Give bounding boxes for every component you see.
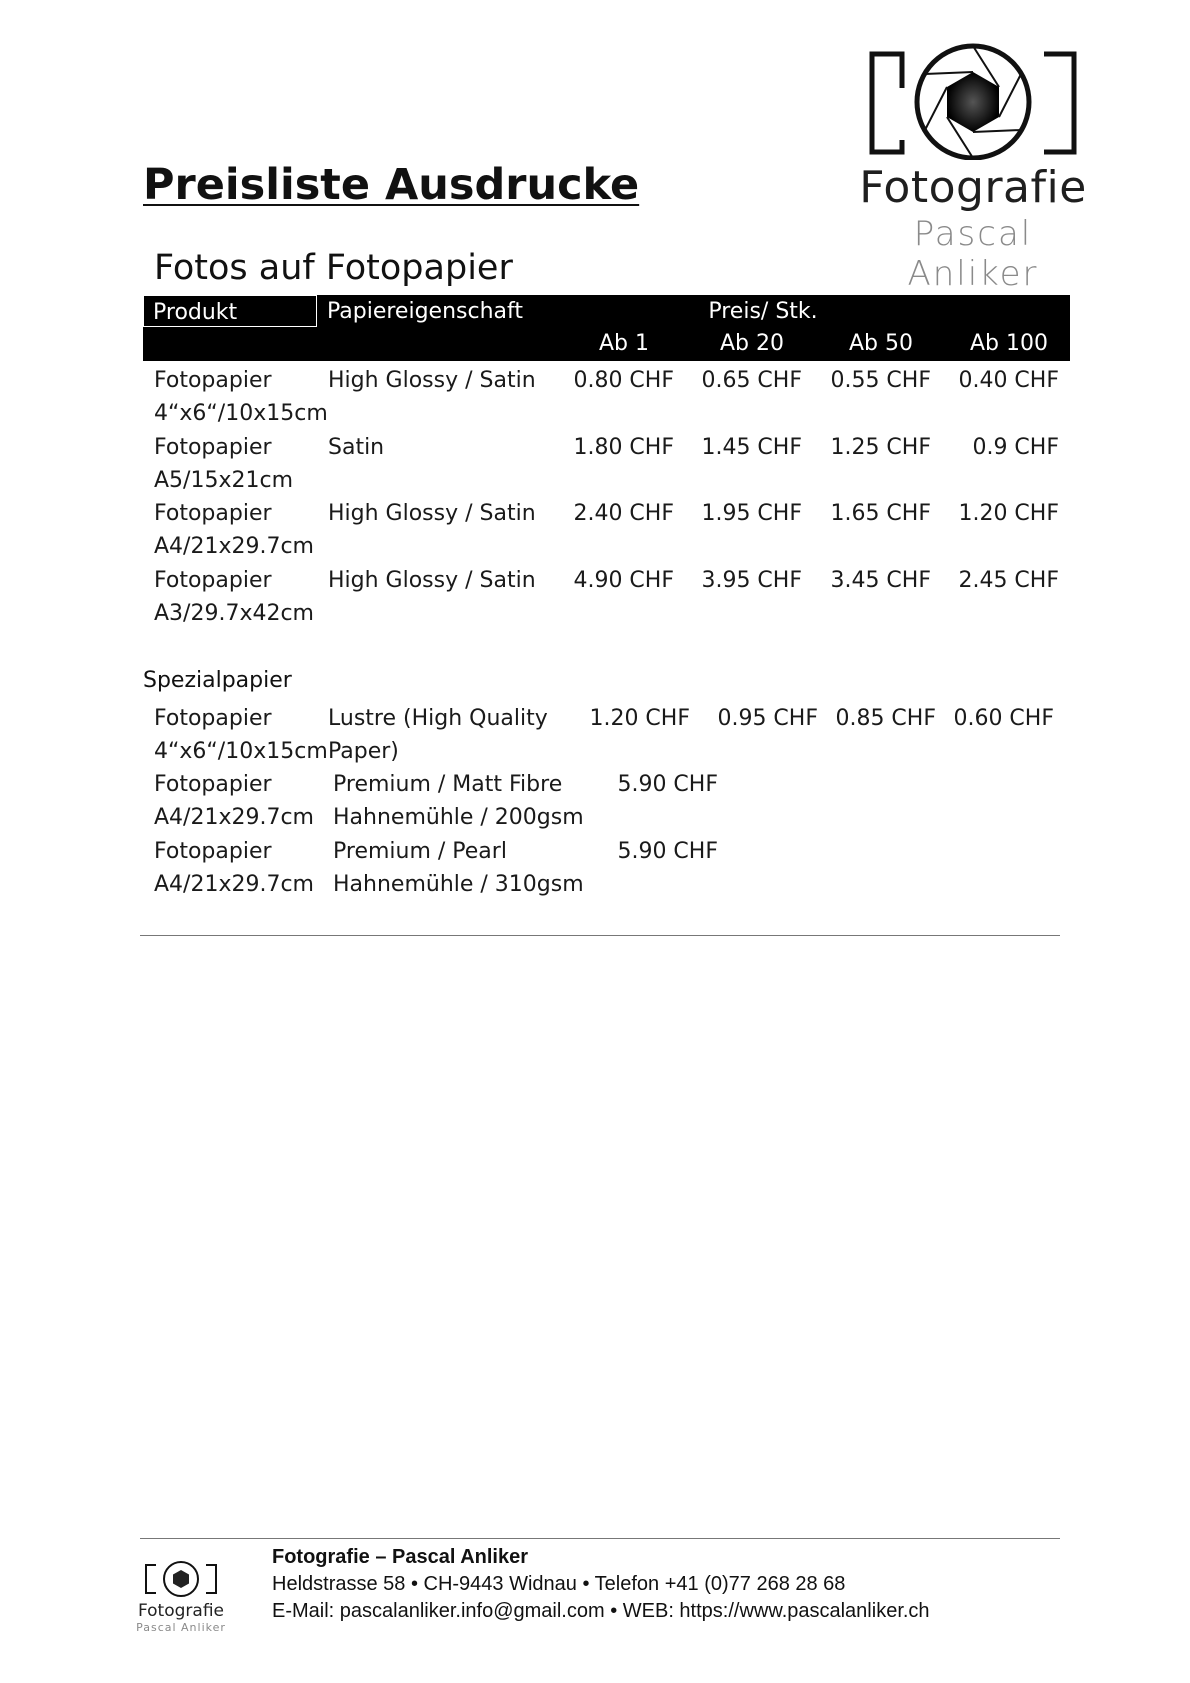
price-cell: 0.80 CHF bbox=[573, 368, 674, 393]
header-papiereigenschaft: Papiereigenschaft bbox=[327, 299, 523, 324]
product-size: A4/21x29.7cm bbox=[154, 805, 314, 830]
special-section-title: Spezialpapier bbox=[143, 668, 292, 693]
header-tier: Ab 100 bbox=[970, 331, 1048, 356]
page-title: Preisliste Ausdrucke bbox=[143, 160, 640, 210]
product-name: Fotopapier bbox=[154, 706, 272, 731]
footer-contact: E-Mail: pascalanliker.info@gmail.com • WEB: https://www.pascalanliker.ch bbox=[272, 1600, 930, 1622]
price-cell: 4.90 CHF bbox=[573, 568, 674, 593]
header-tier: Ab 50 bbox=[848, 331, 913, 356]
product-name: Fotopapier bbox=[154, 368, 272, 393]
price-cell: 0.55 CHF bbox=[830, 368, 931, 393]
price-cell: 3.95 CHF bbox=[701, 568, 802, 593]
camera-aperture-icon bbox=[868, 40, 1078, 160]
footer-logo-subtitle: Pascal Anliker bbox=[136, 1621, 226, 1634]
brand-logo bbox=[848, 40, 1098, 294]
price-cell: 0.65 CHF bbox=[701, 368, 802, 393]
footer-company: Fotografie – Pascal Anliker bbox=[272, 1546, 529, 1568]
header-preis: Preis/ Stk. bbox=[708, 299, 818, 324]
price-cell: 0.95 CHF bbox=[717, 706, 818, 731]
product-name: Fotopapier bbox=[154, 435, 272, 460]
section-title: Fotos auf Fotopapier bbox=[154, 248, 513, 288]
paper-property: Lustre (High Quality bbox=[328, 706, 548, 731]
brand-title: Fotografie bbox=[859, 162, 1087, 213]
product-size: A4/21x29.7cm bbox=[154, 872, 314, 897]
price-cell: 5.90 CHF bbox=[617, 772, 718, 797]
product-name: Fotopapier bbox=[154, 772, 272, 797]
header-tier: Ab 1 bbox=[598, 331, 649, 356]
price-cell: 0.40 CHF bbox=[958, 368, 1059, 393]
footer-divider bbox=[140, 1538, 1060, 1539]
header-tier: Ab 20 bbox=[719, 331, 784, 356]
product-size: A3/29.7x42cm bbox=[154, 601, 314, 626]
table-header bbox=[143, 295, 1070, 361]
product-name: Fotopapier bbox=[154, 568, 272, 593]
product-name: Fotopapier bbox=[154, 839, 272, 864]
price-cell: 1.20 CHF bbox=[589, 706, 690, 731]
price-cell: 3.45 CHF bbox=[830, 568, 931, 593]
camera-aperture-icon bbox=[136, 1555, 226, 1601]
paper-property: Hahnemühle / 200gsm bbox=[333, 805, 584, 830]
product-size: A5/15x21cm bbox=[154, 468, 293, 493]
header-produkt: Produkt bbox=[143, 295, 317, 327]
footer-address: Heldstrasse 58 • CH-9443 Widnau • Telefon +41 (0)77 268 28 68 bbox=[272, 1573, 846, 1595]
price-cell: 1.95 CHF bbox=[701, 501, 802, 526]
paper-property: Premium / Pearl bbox=[333, 839, 507, 864]
paper-property: High Glossy / Satin bbox=[328, 501, 536, 526]
price-cell: 1.25 CHF bbox=[830, 435, 931, 460]
price-cell: 0.9 CHF bbox=[972, 435, 1059, 460]
product-size: A4/21x29.7cm bbox=[154, 534, 314, 559]
product-size: 4“x6“/10x15cm bbox=[154, 401, 328, 426]
footer-logo-title: Fotografie bbox=[137, 1601, 224, 1621]
paper-property: High Glossy / Satin bbox=[328, 368, 536, 393]
paper-property: Satin bbox=[328, 435, 385, 460]
brand-subtitle: Pascal Anliker bbox=[907, 214, 1039, 294]
price-cell: 2.40 CHF bbox=[573, 501, 674, 526]
product-name: Fotopapier bbox=[154, 501, 272, 526]
paper-property: Premium / Matt Fibre bbox=[333, 772, 563, 797]
price-cell: 1.65 CHF bbox=[830, 501, 931, 526]
price-cell: 0.60 CHF bbox=[953, 706, 1054, 731]
paper-property: Hahnemühle / 310gsm bbox=[333, 872, 584, 897]
paper-property: Paper) bbox=[328, 739, 399, 764]
paper-property: High Glossy / Satin bbox=[328, 568, 536, 593]
price-cell: 5.90 CHF bbox=[617, 839, 718, 864]
price-cell: 1.80 CHF bbox=[573, 435, 674, 460]
divider bbox=[140, 935, 1060, 936]
footer-logo bbox=[136, 1555, 226, 1645]
price-cell: 2.45 CHF bbox=[958, 568, 1059, 593]
price-cell: 1.45 CHF bbox=[701, 435, 802, 460]
price-cell: 1.20 CHF bbox=[958, 501, 1059, 526]
price-cell: 0.85 CHF bbox=[835, 706, 936, 731]
product-size: 4“x6“/10x15cm bbox=[154, 739, 328, 764]
